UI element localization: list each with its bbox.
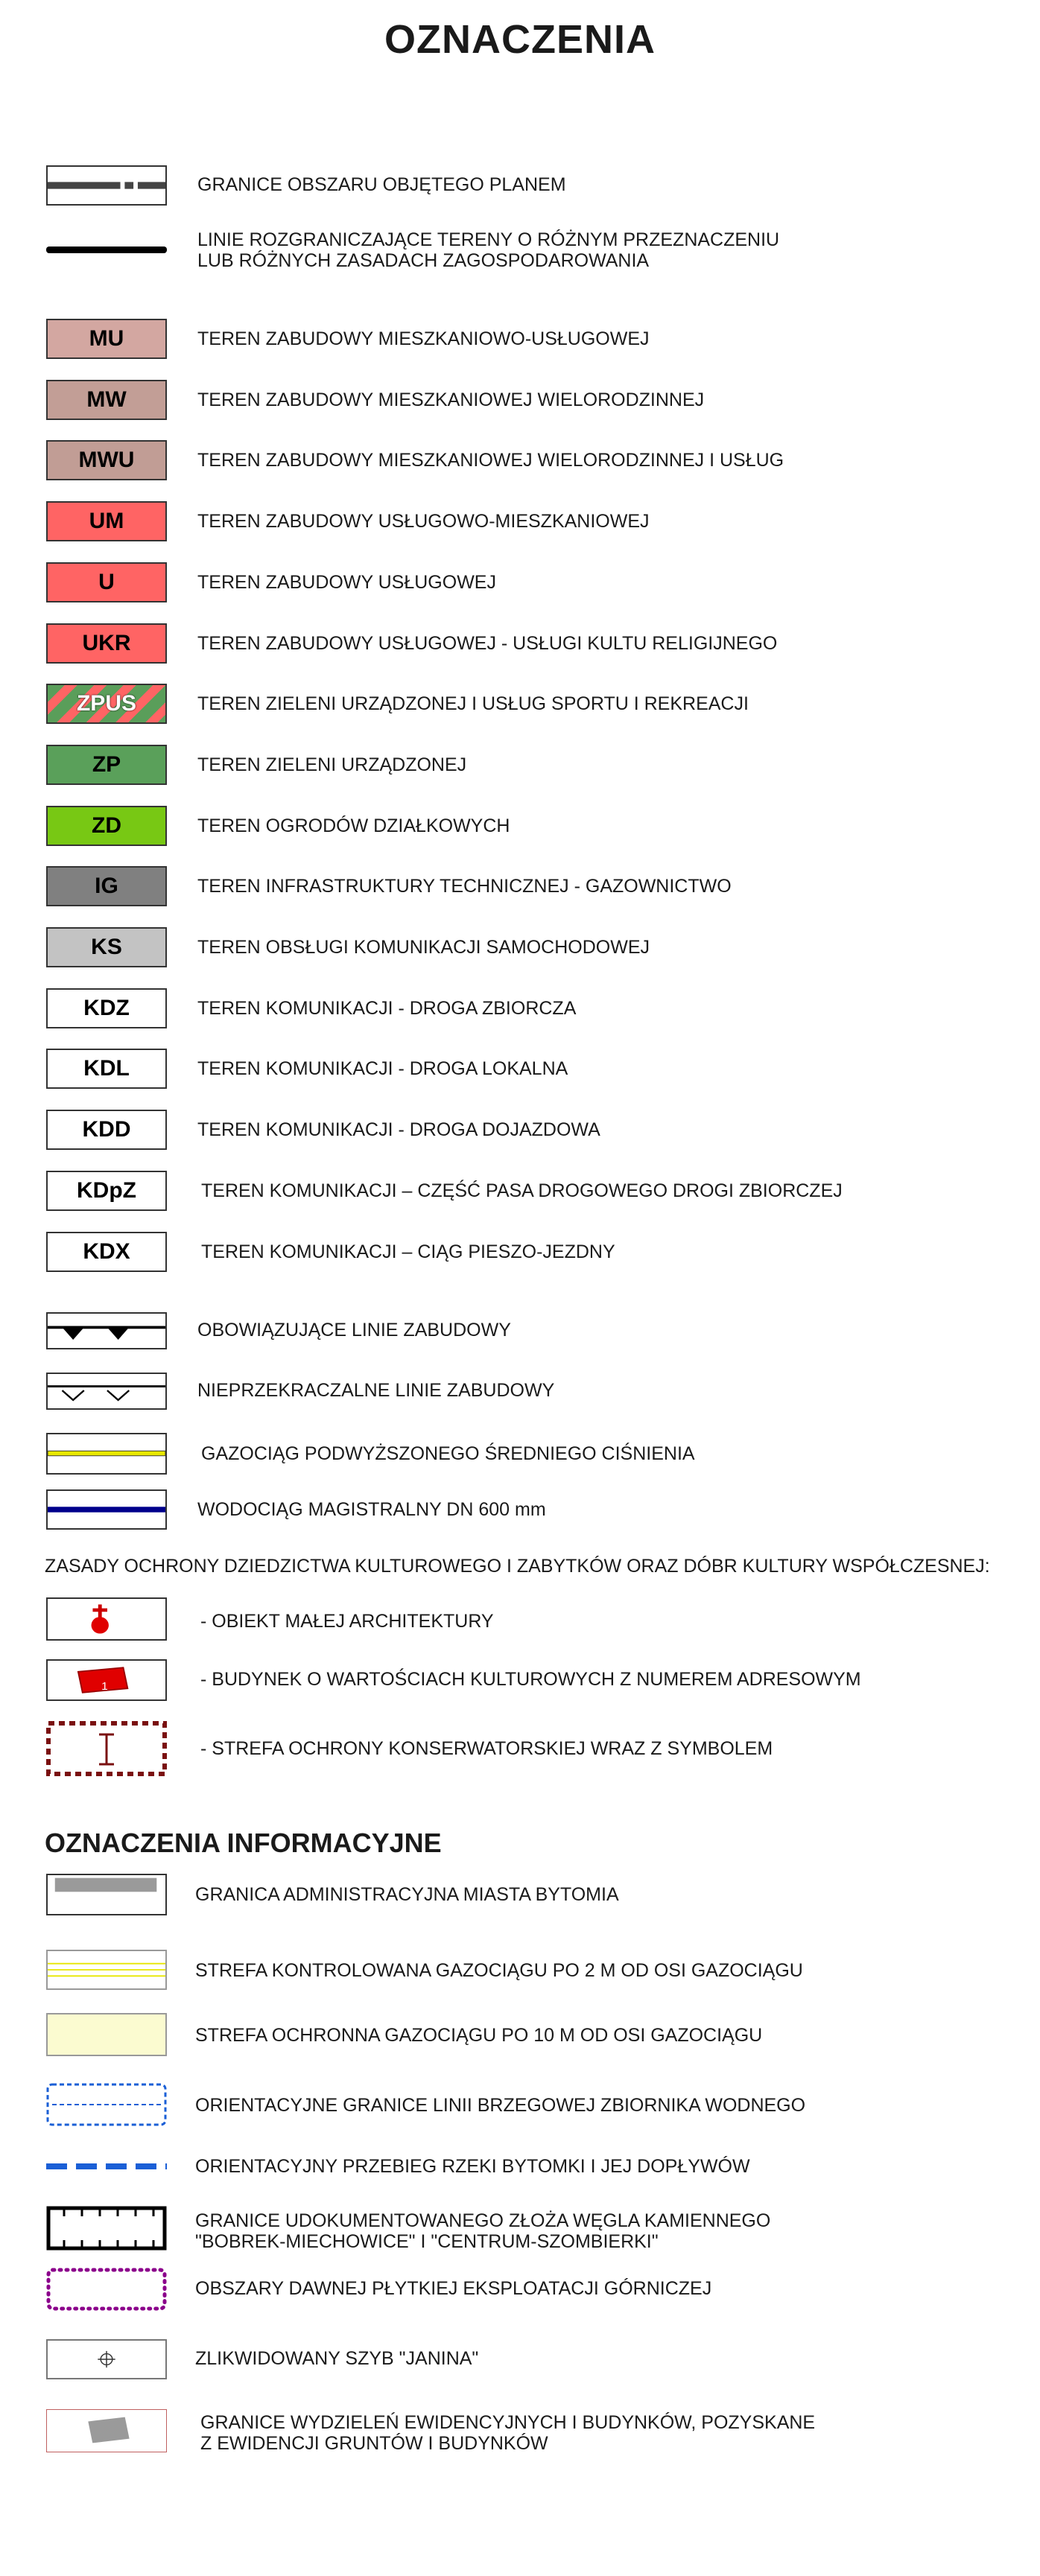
zone-swatch-ukr — [46, 623, 167, 664]
zone-label: TEREN OGRODÓW DZIAŁKOWYCH — [197, 815, 510, 836]
water-reservoir-label: ORIENTACYJNE GRANICE LINII BRZEGOWEJ ZBIORNIKA WODNEGO — [195, 2095, 806, 2116]
mandatory-building-line-label: OBOWIĄZUJĄCE LINIE ZABUDOWY — [197, 1320, 511, 1341]
zone-code: IG — [95, 874, 118, 898]
shaft-symbol — [46, 2339, 167, 2379]
zone-label: TEREN ZABUDOWY USŁUGOWEJ - USŁUGI KULTU RELIGIJNEGO — [197, 633, 778, 654]
zone-label: TEREN ZABUDOWY MIESZKANIOWEJ WIELORODZINNEJ I USŁUG — [197, 450, 784, 471]
plan-boundary-symbol — [46, 165, 167, 206]
river-label: ORIENTACYJNY PRZEBIEG RZEKI BYTOMKI I JEJ DOPŁYWÓW — [195, 2156, 750, 2177]
nonexceed-building-line-label: NIEPRZEKRACZALNE LINIE ZABUDOWY — [197, 1380, 555, 1401]
zone-label: TEREN KOMUNIKACJI – CIĄG PIESZO-JEZDNY — [201, 1241, 615, 1262]
zone-code: MWU — [78, 448, 135, 472]
zone-label: TEREN ZABUDOWY USŁUGOWEJ — [197, 572, 496, 593]
zone-swatch-mu — [46, 319, 167, 359]
zone-swatch-mwu — [46, 440, 167, 480]
river-symbol — [46, 2150, 167, 2183]
water-main-symbol — [46, 1489, 167, 1530]
coal-deposit-label: GRANICE UDOKUMENTOWANEGO ZŁOŻA WĘGLA KAMIENNEGO — [195, 2210, 771, 2231]
dividing-line-label-2: LUB RÓŻNYCH ZASADACH ZAGOSPODAROWANIA — [197, 250, 650, 271]
legend-title: OZNACZENIA — [384, 17, 656, 62]
zone-label: TEREN ZABUDOWY MIESZKANIOWEJ WIELORODZINNEJ — [197, 389, 705, 410]
zone-code: MU — [89, 326, 124, 351]
zone-code: ZP — [92, 752, 121, 777]
zone-swatch-ks — [46, 927, 167, 967]
gas-protection-zone-symbol — [46, 2013, 167, 2056]
zone-swatch-zd — [46, 806, 167, 846]
parcels-label: GRANICE WYDZIELEŃ EWIDENCYJNYCH I BUDYNKÓW, POZYSKANE — [200, 2412, 816, 2433]
zone-code: UKR — [82, 631, 131, 655]
zone-code: ZD — [92, 813, 121, 838]
cultural-building-label: - BUDYNEK O WARTOŚCIACH KULTUROWYCH Z NUMEREM ADRESOWYM — [200, 1669, 861, 1690]
shallow-mining-label: OBSZARY DAWNEJ PŁYTKIEJ EKSPLOATACJI GÓRNICZEJ — [195, 2278, 712, 2299]
building-number: 1 — [101, 1680, 108, 1693]
water-main-label: WODOCIĄG MAGISTRALNY DN 600 mm — [197, 1499, 546, 1520]
zone-label: TEREN ZABUDOWY USŁUGOWO-MIESZKANIOWEJ — [197, 511, 650, 532]
gas-protection-zone-label: STREFA OCHRONNA GAZOCIĄGU PO 10 M OD OSI GAZOCIĄGU — [195, 2025, 763, 2046]
zone-swatch-um — [46, 501, 167, 541]
zone-swatch-kdz — [46, 988, 167, 1028]
gas-control-zone-label: STREFA KONTROLOWANA GAZOCIĄGU PO 2 M OD OSI GAZOCIĄGU — [195, 1960, 803, 1981]
shaft-label: ZLIKWIDOWANY SZYB "JANINA" — [195, 2348, 479, 2369]
zone-code: UM — [89, 509, 124, 533]
zone-label: TEREN KOMUNIKACJI – CZĘŚĆ PASA DROGOWEGO DROGI ZBIORCZEJ — [201, 1180, 843, 1201]
zone-code: KS — [91, 935, 122, 959]
informative-heading: OZNACZENIA INFORMACYJNE — [45, 1828, 442, 1858]
zone-label: TEREN ZABUDOWY MIESZKANIOWO-USŁUGOWEJ — [197, 328, 650, 349]
dividing-line-symbol — [46, 229, 167, 271]
zone-label: TEREN ZIELENI URZĄDZONEJ — [197, 754, 467, 775]
heritage-heading: ZASADY OCHRONY DZIEDZICTWA KULTUROWEGO I ZABYTKÓW ORAZ DÓBR KULTURY WSPÓŁCZESNEJ: — [45, 1556, 990, 1577]
gas-pipeline-label: GAZOCIĄG PODWYŻSZONEGO ŚREDNIEGO CIŚNIENIA — [201, 1443, 695, 1464]
conservation-zone-label: - STREFA OCHRONY KONSERWATORSKIEJ WRAZ Z SYMBOLEM — [200, 1738, 773, 1759]
zone-label: TEREN KOMUNIKACJI - DROGA LOKALNA — [197, 1058, 568, 1079]
zone-label: TEREN OBSŁUGI KOMUNIKACJI SAMOCHODOWEJ — [197, 937, 650, 958]
parcels-label-2: Z EWIDENCJI GRUNTÓW I BUDYNKÓW — [200, 2433, 548, 2454]
plan-boundary-label: GRANICE OBSZARU OBJĘTEGO PLANEM — [197, 174, 566, 195]
water-reservoir-symbol — [46, 2083, 167, 2126]
zone-swatch-mw — [46, 380, 167, 420]
conservation-zone-symbol — [46, 1721, 167, 1776]
zone-swatch-zpus — [46, 684, 167, 724]
nonexceed-building-line-symbol — [46, 1373, 167, 1410]
zone-label: TEREN INFRASTRUKTURY TECHNICZNEJ - GAZOWNICTWO — [197, 876, 732, 897]
zone-swatch-kdd — [46, 1110, 167, 1150]
zone-label: TEREN ZIELENI URZĄDZONEJ I USŁUG SPORTU I REKREACJI — [197, 693, 749, 714]
small-architecture-label: - OBIEKT MAŁEJ ARCHITEKTURY — [200, 1611, 494, 1632]
zone-swatch-kdx — [46, 1232, 167, 1272]
zone-code: KDL — [83, 1056, 130, 1081]
cultural-building-symbol — [46, 1659, 167, 1701]
parcels-symbol — [46, 2409, 167, 2452]
zone-swatch-zp — [46, 745, 167, 785]
coal-deposit-label-2: "BOBREK-MIECHOWICE" I "CENTRUM-SZOMBIERKI" — [195, 2231, 659, 2252]
coal-deposit-symbol — [46, 2206, 167, 2251]
mandatory-building-line-symbol — [46, 1312, 167, 1349]
zone-label: TEREN KOMUNIKACJI - DROGA ZBIORCZA — [197, 998, 577, 1019]
zone-code: KDpZ — [77, 1178, 136, 1203]
dividing-line-label: LINIE ROZGRANICZAJĄCE TERENY O RÓŻNYM PRZEZNACZENIU — [197, 229, 780, 250]
zone-code: MW — [86, 387, 127, 412]
zone-code: ZPUS — [76, 691, 136, 716]
gas-control-zone-symbol — [46, 1950, 167, 1990]
zone-label: TEREN KOMUNIKACJI - DROGA DOJAZDOWA — [197, 1119, 600, 1140]
zone-code: KDZ — [83, 996, 130, 1020]
zone-code: KDX — [83, 1239, 130, 1264]
zone-code: U — [98, 570, 115, 594]
zone-code: KDD — [82, 1117, 131, 1142]
admin-border-label: GRANICA ADMINISTRACYJNA MIASTA BYTOMIA — [195, 1884, 619, 1905]
admin-border-symbol — [46, 1874, 167, 1915]
small-architecture-symbol — [46, 1597, 167, 1641]
gas-pipeline-symbol — [46, 1433, 167, 1475]
zone-swatch-kdl — [46, 1049, 167, 1089]
zone-swatch-kdpz — [46, 1171, 167, 1211]
zone-swatch-ig — [46, 866, 167, 906]
shallow-mining-symbol — [46, 2268, 167, 2311]
zone-swatch-u — [46, 562, 167, 602]
